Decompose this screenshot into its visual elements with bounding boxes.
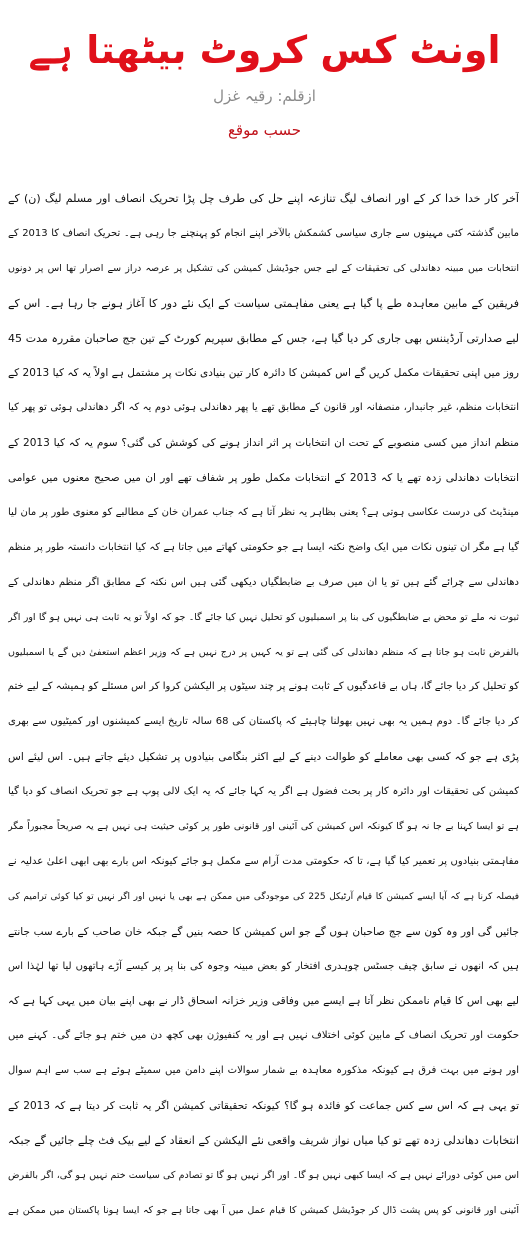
- body-line: فریقین کے مابین معاہدہ طے پا گیا ہے یعنی مفاہمتی سیاست کے ایک نئے دور کا آغاز ہونے جا رہا ہے۔ اس کے: [8, 296, 519, 310]
- body-line: لیے صدارتی آرڈیننس بھی جاری کر دیا گیا ہے، جس کے مطابق سپریم کورٹ کے تین جج صاحبان مقررہ مدت 45: [8, 331, 519, 345]
- body-line: مفاہمتی بنیادوں پر تعمیر کیا گیا ہے، تا کہ حکومتی مدت آرام سے مکمل ہو جائے کیونکہ اس بارے بھی ابھی اعلیٰ عدلیہ نے: [8, 855, 519, 867]
- body-line: انتخابات منظم، غیر جانبدار، منصفانہ اور قانون کے مطابق تھے یا پھر دھاندلی ہوئی دوم یہ کہ اگر دھاندلی ہوئی تو پھر کیا: [8, 402, 519, 414]
- body-line: آخر کار خدا خدا کر کے اور انصاف لیگ تنازعہ اپنے حل کی طرف چل پڑا تحریک انصاف اور مسلم لیگ (ن) کے: [8, 192, 519, 205]
- body-line: مابین گذشتہ کئی مہینوں سے جاری سیاسی کشمکش بالآخر اپنے انجام کو پہنچنے جا رہی ہے۔ تحریک انصاف کا 2013 کے: [8, 227, 519, 239]
- article-byline: ازقلم: رقیہ غزل: [213, 87, 316, 105]
- body-line: اور ہونے میں بہت فرق ہے کیونکہ مذکورہ معاہدہ بے شمار سوالات اپنے دامن میں سمیٹے ہوئے ہے سب سے اہم سوال: [8, 1065, 519, 1077]
- body-line: انتخابات میں مبینہ دھاندلی کی تحقیقات کے لیے جس جوڈیشل کمیشن کی تشکیل پر عرصہ دراز سے اصرار تھا اس پر دونوں: [8, 262, 519, 274]
- body-line: تو یہی ہے کہ اس سے کس جماعت کو فائدہ ہو گا؟ کیونکہ تحقیقاتی کمیشن اگر یہ ثابت کر دیتا ہے کہ 2013 کے: [8, 1100, 519, 1113]
- body-line: فیصلہ کرنا ہے کہ آیا ایسے کمیشن کا قیام آرٹیکل 225 کی موجودگی میں ممکن ہے بھی یا نہیں اور اگر نہیں تو کیا کوئی ترامیم کی: [8, 891, 519, 902]
- body-line: دھاندلی سے چرائے گئے ہیں تو یا ان میں صرف بے ضابطگیاں دیکھی گئی ہیں اس نکتہ کے مطابق اگر منظم دھاندلی کے: [8, 576, 519, 588]
- body-line: جائیں گی اور وہ کون سے جج صاحبان ہوں گے جو اس کمیشن کا حصہ بنیں گے جبکہ خان صاحب کے بارے سب جانتے: [8, 925, 519, 938]
- body-line: انتخابات دھاندلی زدہ تھے تو کیا میاں نواز شریف واقعی نئے الیکشن کے انعقاد کے لیے بیک فٹ چلے جائیں گے جبکہ: [8, 1134, 519, 1148]
- body-line: کر دیا جائے گا۔ دوم ہمیں یہ بھی نہیں بھولنا چاہیئے کہ پاکستان کی 68 سالہ تاریخ ایسے کمیشنوں اور کمیٹیوں سے بھری: [8, 716, 519, 728]
- body-line: منظم انداز میں کسی منصوبے کے تحت ان انتخابات پر اثر انداز ہونے کی کوشش کی گئی؟ سوم یہ کہ کیا 2013 کے: [8, 437, 519, 450]
- body-line: گیا ہے مگر ان تینوں نکات میں ایک واضح نکتہ ایسا ہے جو حکومتی کھاتے میں جاتا ہے کہ کیا انتخابات دانستہ طور پر منظم: [8, 541, 519, 553]
- body-line: روز میں اپنی تحقیقات مکمل کریں گے اس کمیشن کا دائرہ کار تین بنیادی نکات پر مشتمل ہے اولاً یہ کہ کیا 2013 کے: [8, 367, 519, 380]
- body-line: پڑی ہے جو کہ کسی بھی معاملے کو طوالت دینے کے لیے اکثر بنگامی بنیادوں پر تشکیل دیئے جاتے ہیں۔ اس لیئے اس: [8, 751, 519, 764]
- article-body: [8, 182, 519, 1229]
- body-line: ہیں کہ انھوں نے سابق چیف جسٹس چوہدری افتخار کو بعض مبینہ وجوہ کی بنا پر پر کیسے آڑے ہاتھوں لیا تھا لہٰذا اس: [8, 960, 519, 972]
- body-line: بالفرض ثابت ہو جاتا ہے کہ منظم دھاندلی کی گئی ہے تو یہ کہیں پر درج نہیں ہے کہ وزیر اعظم استعفیٰ دیں گے یا اسمبلیوں: [8, 646, 519, 658]
- body-line: آئینی اور قانونی کو پس پشت ڈال کر جوڈیشل کمیشن کا قیام عمل میں آ بھی جاتا ہے جو کہ ایسا ہونا پاکستان میں ممکن ہے: [8, 1204, 519, 1216]
- body-line: کو تحلیل کر دیا جائے گا، ہاں بے قاعدگیوں کے ثابت ہونے پر چند سیٹوں پر الیکشن کروا کر اس مسئلے کو ہمیشہ کے لیے ختم: [8, 681, 519, 693]
- body-line: انتخابات دھاندلی زدہ تھے یا کہ 2013 کے انتخابات مکمل طور پر شفاف تھے اور ان میں صحیح معنوں میں عوامی: [8, 472, 519, 485]
- body-line: مینڈیٹ کی درست عکاسی ہوتی ہے؟ یعنی بظاہر یہ نظر آتا ہے کہ جناب عمران خان کے مطالبے کو معنوی طور پر مان لیا: [8, 507, 519, 519]
- body-line: حکومت اور تحریک انصاف کے مابین کوئی اختلاف نہیں ہے اور یہ کنفیوژن بھی کچھ دن میں ختم ہو جائے گی۔ کہنے میں: [8, 1030, 519, 1042]
- body-line: اس میں کوئی دورائے نہیں ہے کہ ایسا کبھی نہیں ہو گا۔ اور اگر نہیں ہو گا تو تصادم کی سیاست ختم نہیں ہو گی، اگر بالفرض: [8, 1169, 519, 1181]
- body-line: ہے تو ایسا کہنا بے جا نہ ہو گا کیونکہ اس کمیشن کی آئینی اور قانونی طور پر کوئی حیثیت ہی نہیں ہے یہ صریحاً مجبوراً مگر: [8, 821, 519, 833]
- body-line: کمیشن کی تحقیقات اور دائرہ کار پر بحث فضول ہے اگر یہ کہا جائے کہ یہ ایک لالی پوپ ہے جو تحریک انصاف کو دیا گیا: [8, 786, 519, 798]
- body-line: لیے بھی اس کا قیام ناممکن نظر آتا ہے ایسے میں وفاقی وزیر خزانہ اسحاق ڈار نے بھی اپنے بیان میں یہی کہا ہے کہ: [8, 995, 519, 1008]
- column-name: حسب موقع: [227, 121, 302, 139]
- article-title: اونٹ کس کروٹ بیٹھتا ہے: [28, 28, 501, 72]
- body-line: ثبوت نہ ملے تو محض بے ضابطگیوں کی بنا پر اسمبلیوں کو تحلیل نہیں کیا جائے گا۔ جو کہ اولاً تو یہ ثابت ہی نہیں ہو گا اور اگر: [8, 611, 519, 623]
